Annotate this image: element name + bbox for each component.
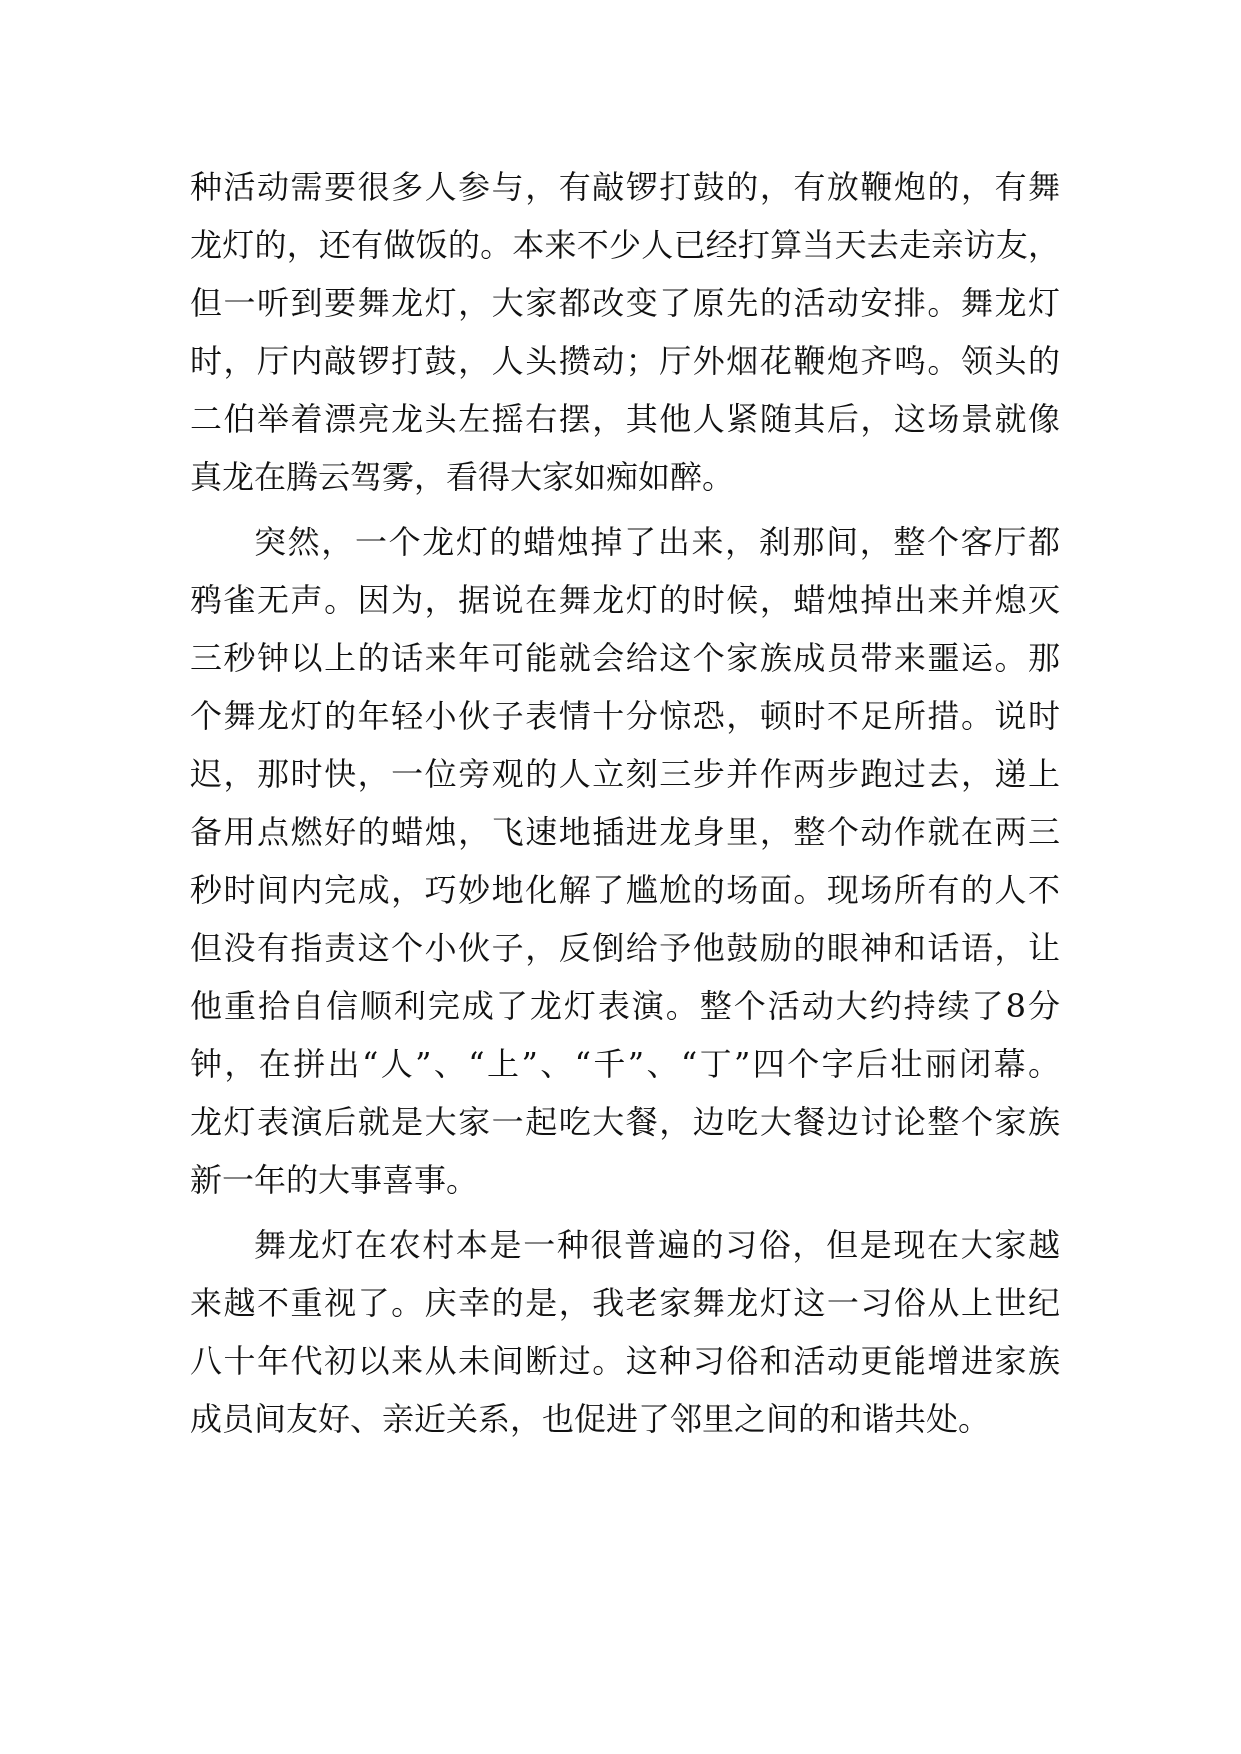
text-line: 突然，一个龙灯的蜡烛掉了出来，刹那间，整个客厅都: [254, 523, 1060, 561]
text-line: 时，厅内敲锣打鼓，人头攒动；厅外烟花鞭炮齐鸣。领头的: [190, 342, 1060, 380]
text-line: 但一听到要舞龙灯，大家都改变了原先的活动安排。舞龙灯: [190, 284, 1060, 322]
document-body: [190, 158, 1060, 1448]
text-line: 新一年的大事喜事。: [190, 1161, 479, 1199]
text-line: 秒时间内完成，巧妙地化解了尴尬的场面。现场所有的人不: [190, 871, 1060, 909]
text-line: 二伯举着漂亮龙头左摇右摆，其他人紧随其后，这场景就像: [190, 400, 1060, 438]
text-line: 鸦雀无声。因为，据说在舞龙灯的时候，蜡烛掉出来并熄灭: [190, 581, 1060, 619]
text-line: 种活动需要很多人参与，有敲锣打鼓的，有放鞭炮的，有舞: [190, 168, 1060, 206]
text-line: 真龙在腾云驾雾，看得大家如痴如醉。: [190, 458, 735, 496]
text-line: 备用点燃好的蜡烛，飞速地插进龙身里，整个动作就在两三: [190, 813, 1060, 851]
text-line: 他重拾自信顺利完成了龙灯表演。整个活动大约持续了8分: [190, 987, 1060, 1025]
text-line: 龙灯表演后就是大家一起吃大餐，边吃大餐边讨论整个家族: [190, 1103, 1060, 1141]
paragraph-1: [190, 158, 1060, 506]
text-line: 八十年代初以来从未间断过。这种习俗和活动更能增进家族: [190, 1342, 1060, 1380]
text-line: 舞龙灯在农村本是一种很普遍的习俗，但是现在大家越: [254, 1226, 1060, 1264]
text-line: 成员间友好、亲近关系，也促进了邻里之间的和谐共处。: [190, 1400, 991, 1438]
text-line: 个舞龙灯的年轻小伙子表情十分惊恐，顿时不足所措。说时: [190, 697, 1060, 735]
text-line: 来越不重视了。庆幸的是，我老家舞龙灯这一习俗从上世纪: [190, 1284, 1060, 1322]
text-line: 迟，那时快，一位旁观的人立刻三步并作两步跑过去，递上: [190, 755, 1060, 793]
paragraph-gap: [190, 1209, 1060, 1216]
text-line: 三秒钟以上的话来年可能就会给这个家族成员带来噩运。那: [190, 639, 1060, 677]
paragraph-3: [190, 1216, 1060, 1448]
text-line: 龙灯的，还有做饭的。本来不少人已经打算当天去走亲访友，: [190, 226, 1060, 264]
text-line: 钟，在拼出“人”、“上”、“千”、“丁”四个字后壮丽闭幕。: [190, 1045, 1060, 1083]
paragraph-gap: [190, 506, 1060, 513]
paragraph-2: [190, 513, 1060, 1209]
text-line: 但没有指责这个小伙子，反倒给予他鼓励的眼神和话语，让: [190, 929, 1060, 967]
